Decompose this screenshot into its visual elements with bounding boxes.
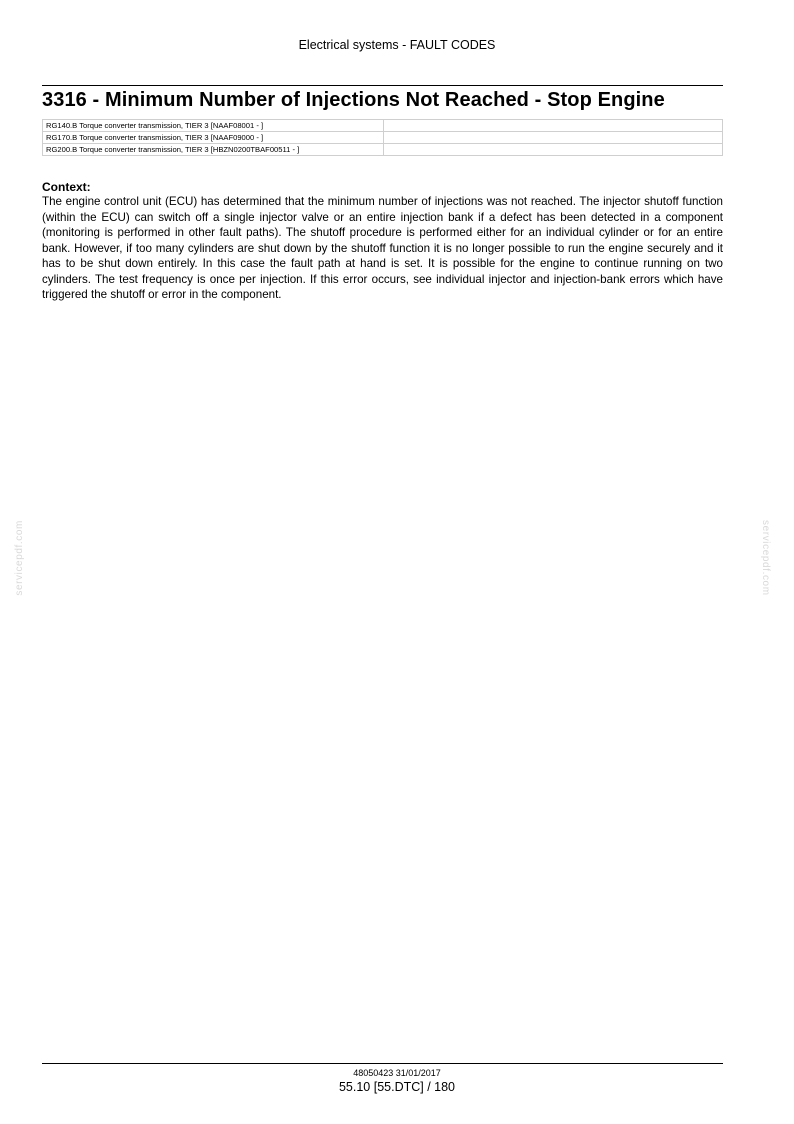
applicability-table <box>42 119 723 156</box>
table-row <box>43 132 723 144</box>
footer-divider <box>42 1063 723 1064</box>
applicability-model-cell: RG200.B Torque converter transmission, TIER 3 [HBZN0200TBAF00511 - ] <box>43 144 384 156</box>
page-header: Electrical systems - FAULT CODES <box>298 38 496 52</box>
page-number: 55.10 [55.DTC] / 180 <box>338 1080 456 1094</box>
watermark-left: servicepdf.com <box>14 520 25 596</box>
table-row <box>43 144 723 156</box>
title-divider <box>42 85 723 86</box>
watermark-right: servicepdf.com <box>760 520 771 596</box>
page-title: 3316 - Minimum Number of Injections Not Reached - Stop Engine <box>42 89 665 111</box>
applicability-extra-cell <box>384 132 723 144</box>
applicability-extra-cell <box>384 144 723 156</box>
document-reference: 48050423 31/01/2017 <box>353 1068 441 1078</box>
context-body: The engine control unit (ECU) has determined that the minimum number of injections was not reached. The injector shutoff function (within the ECU) can switch off a single injector valve or an entire injection bank if a defect has been detected in a component (monitoring is performed in other fault paths). The shutoff procedure is performed either for an individual cylinder or for an entire bank. However, if too many cylinders are shut down by the shutoff function it is no longer possible to run the engine securely and it has to be shut down entirely. In this case the fault path at hand is set. It is possible for the engine to continue running on two cylinders. The test frequency is once per injection. If this error occurs, see individual injector and injection-bank errors which have triggered the shutoff or error in the component. <box>42 195 723 301</box>
context-heading: Context: <box>42 180 91 194</box>
applicability-model-cell: RG170.B Torque converter transmission, TIER 3 [NAAF09000 - ] <box>43 132 384 144</box>
applicability-extra-cell <box>384 120 723 132</box>
context-section <box>42 180 723 303</box>
table-row <box>43 120 723 132</box>
applicability-model-cell: RG140.B Torque converter transmission, TIER 3 [NAAF08001 - ] <box>43 120 384 132</box>
